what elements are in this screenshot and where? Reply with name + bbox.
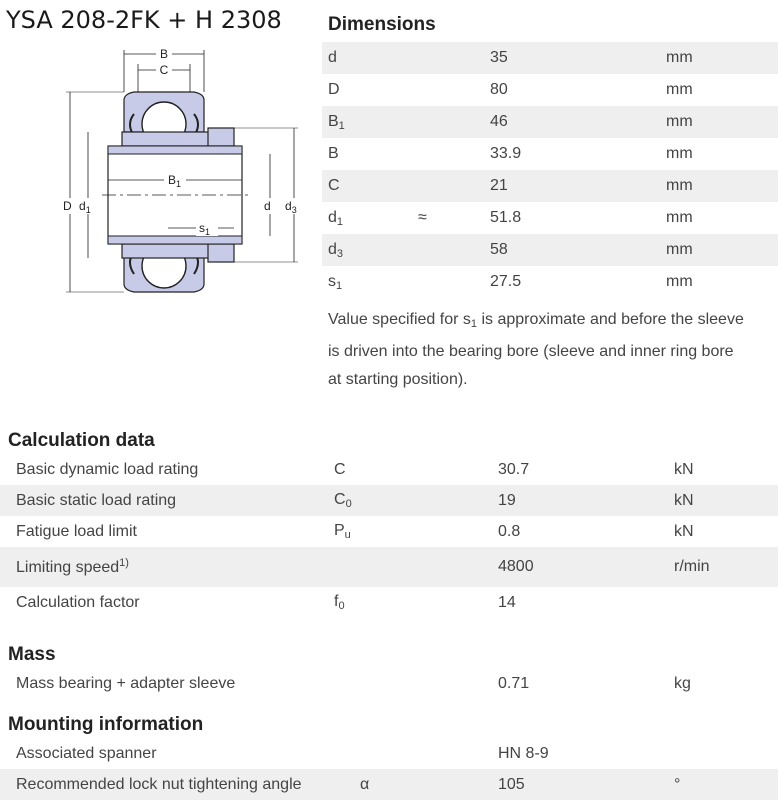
dimension-symbol bbox=[322, 138, 418, 170]
dimension-unit: mm bbox=[666, 145, 693, 162]
dimension-unit: mm bbox=[666, 234, 778, 266]
dimension-unit: mm bbox=[666, 170, 778, 202]
row-value: 30.7 bbox=[498, 460, 530, 478]
bearing-cross-section-drawing bbox=[42, 40, 322, 320]
dimension-approx bbox=[418, 170, 490, 202]
row-label-text: Calculation factor bbox=[16, 593, 140, 611]
dimension-approx: ≈ bbox=[418, 209, 427, 226]
symbol-subscript: 1 bbox=[336, 215, 344, 228]
row-label bbox=[0, 454, 334, 485]
mounting-section bbox=[0, 712, 778, 800]
symbol: α bbox=[360, 775, 370, 793]
symbol-subscript: 0 bbox=[345, 498, 352, 510]
row-label-text: Limiting speed bbox=[16, 559, 120, 576]
row-value: 0.8 bbox=[498, 522, 521, 540]
dimension-symbol bbox=[322, 266, 418, 298]
data-row bbox=[0, 485, 778, 516]
row-label bbox=[0, 485, 334, 516]
symbol: C bbox=[334, 460, 346, 478]
inner-ring-lower bbox=[122, 244, 222, 258]
dimensions-section bbox=[322, 12, 778, 394]
dimensions-note: Value specified for $s_1$ is approximate and before the sleeve is driven into the bearing bore (sleeve and inner ring bore at starting position). bbox=[328, 311, 744, 388]
symbol: B bbox=[328, 145, 339, 162]
symbol-subscript: 1 bbox=[336, 279, 343, 292]
dimension-row bbox=[322, 266, 778, 298]
data-row bbox=[0, 769, 778, 800]
row-label bbox=[0, 516, 334, 547]
row-unit: kN bbox=[674, 522, 694, 540]
label-B: B bbox=[159, 47, 169, 61]
dimension-unit: mm bbox=[666, 273, 693, 290]
row-label bbox=[0, 668, 334, 699]
row-unit: ° bbox=[674, 769, 778, 800]
data-row bbox=[0, 587, 778, 618]
row-label-text: Associated spanner bbox=[16, 744, 157, 762]
row-symbol bbox=[334, 587, 498, 618]
row-value: HN 8-9 bbox=[498, 744, 549, 762]
symbol: B bbox=[328, 112, 339, 130]
dimension-row bbox=[322, 170, 778, 202]
row-unit: kN bbox=[674, 485, 778, 516]
row-unit: r/min bbox=[674, 547, 778, 587]
dimension-approx bbox=[418, 266, 490, 298]
symbol: d bbox=[328, 208, 337, 226]
dimensions-table bbox=[322, 42, 778, 298]
mass-section bbox=[0, 642, 778, 699]
row-symbol bbox=[334, 516, 498, 547]
label-d3: $d_3$ bbox=[285, 199, 297, 215]
mass-table bbox=[0, 668, 778, 699]
data-row bbox=[0, 454, 778, 485]
row-symbol bbox=[334, 769, 498, 800]
mounting-table bbox=[0, 738, 778, 800]
row-label-text: Basic static load rating bbox=[16, 491, 177, 509]
row-symbol bbox=[334, 547, 498, 587]
label-d1: $d_1$ bbox=[79, 199, 91, 215]
label-d: d bbox=[264, 199, 271, 213]
label-C: C bbox=[159, 63, 169, 77]
calculation-table bbox=[0, 454, 778, 618]
symbol: f bbox=[334, 593, 339, 610]
row-unit: kg bbox=[674, 674, 691, 692]
mounting-heading: Mounting information bbox=[8, 714, 204, 735]
row-label bbox=[0, 769, 334, 800]
dimension-approx bbox=[418, 234, 490, 266]
data-row bbox=[0, 547, 778, 587]
dimension-unit: mm bbox=[666, 81, 693, 98]
symbol: C bbox=[328, 177, 340, 194]
row-label bbox=[0, 587, 334, 618]
symbol: C bbox=[334, 491, 346, 508]
dimension-row bbox=[322, 106, 778, 138]
row-symbol bbox=[334, 668, 498, 699]
footnote-marker: 1) bbox=[119, 557, 129, 569]
row-label bbox=[0, 738, 334, 769]
label-s1: $s_1$ bbox=[199, 221, 211, 237]
row-label-text: Basic dynamic load rating bbox=[16, 460, 199, 478]
dimension-unit: mm bbox=[666, 209, 693, 226]
inner-ring-upper bbox=[122, 132, 222, 146]
row-symbol bbox=[334, 485, 498, 516]
row-unit: kN bbox=[674, 460, 694, 478]
dimension-row bbox=[322, 42, 778, 74]
dimension-approx bbox=[418, 74, 490, 106]
row-symbol bbox=[334, 454, 498, 485]
dimension-symbol bbox=[322, 106, 418, 138]
symbol: d bbox=[328, 49, 337, 66]
dimension-unit: mm bbox=[666, 42, 778, 74]
symbol-subscript: 3 bbox=[336, 247, 344, 260]
dimension-row bbox=[322, 138, 778, 170]
dimension-symbol bbox=[322, 42, 418, 74]
dimension-approx bbox=[418, 138, 490, 170]
calculation-heading: Calculation data bbox=[8, 430, 155, 451]
dimension-symbol bbox=[322, 234, 418, 266]
dimension-value: 51.8 bbox=[490, 209, 522, 226]
data-row bbox=[0, 516, 778, 547]
row-unit bbox=[674, 738, 778, 769]
row-label bbox=[0, 547, 334, 587]
dimension-row bbox=[322, 202, 778, 234]
symbol: s bbox=[328, 272, 336, 290]
dimension-approx bbox=[418, 106, 490, 138]
symbol-subscript: 1 bbox=[338, 119, 345, 132]
dimension-symbol bbox=[322, 74, 418, 106]
mass-heading: Mass bbox=[8, 644, 56, 665]
data-row bbox=[0, 738, 778, 769]
calculation-section bbox=[0, 428, 778, 618]
row-value: 19 bbox=[498, 485, 674, 516]
product-title: YSA 208-2FK + H 2308 bbox=[6, 6, 282, 34]
row-symbol bbox=[334, 738, 498, 769]
row-value: 0.71 bbox=[498, 674, 530, 692]
dimension-value: 35 bbox=[490, 42, 666, 74]
dimension-row bbox=[322, 234, 778, 266]
label-B1: $B_1$ bbox=[168, 173, 182, 189]
dimension-unit: mm bbox=[666, 106, 778, 138]
dimension-value: 27.5 bbox=[490, 273, 522, 290]
dimension-symbol bbox=[322, 170, 418, 202]
dimension-symbol bbox=[322, 202, 418, 234]
row-unit bbox=[674, 587, 778, 618]
symbol-subscript: 0 bbox=[338, 600, 345, 612]
row-label-text: Fatigue load limit bbox=[16, 522, 137, 540]
dimension-value: 80 bbox=[490, 81, 508, 98]
dimensions-heading: Dimensions bbox=[328, 14, 436, 35]
symbol: d bbox=[328, 240, 337, 258]
dimension-row bbox=[322, 74, 778, 106]
dimension-value: 58 bbox=[490, 234, 666, 266]
row-label-text: Recommended lock nut tightening angle bbox=[16, 775, 302, 793]
dimension-value: 21 bbox=[490, 170, 666, 202]
data-row bbox=[0, 668, 778, 699]
label-D: D bbox=[63, 199, 72, 213]
dimension-approx bbox=[418, 42, 490, 74]
symbol: P bbox=[334, 522, 345, 539]
row-label-text: Mass bearing + adapter sleeve bbox=[16, 674, 236, 692]
row-value: 4800 bbox=[498, 547, 674, 587]
dimension-value: 46 bbox=[490, 106, 666, 138]
row-value: 14 bbox=[498, 593, 516, 611]
dimension-value: 33.9 bbox=[490, 145, 522, 162]
row-value: 105 bbox=[498, 769, 674, 800]
symbol-subscript: u bbox=[344, 529, 351, 541]
symbol: D bbox=[328, 81, 340, 98]
